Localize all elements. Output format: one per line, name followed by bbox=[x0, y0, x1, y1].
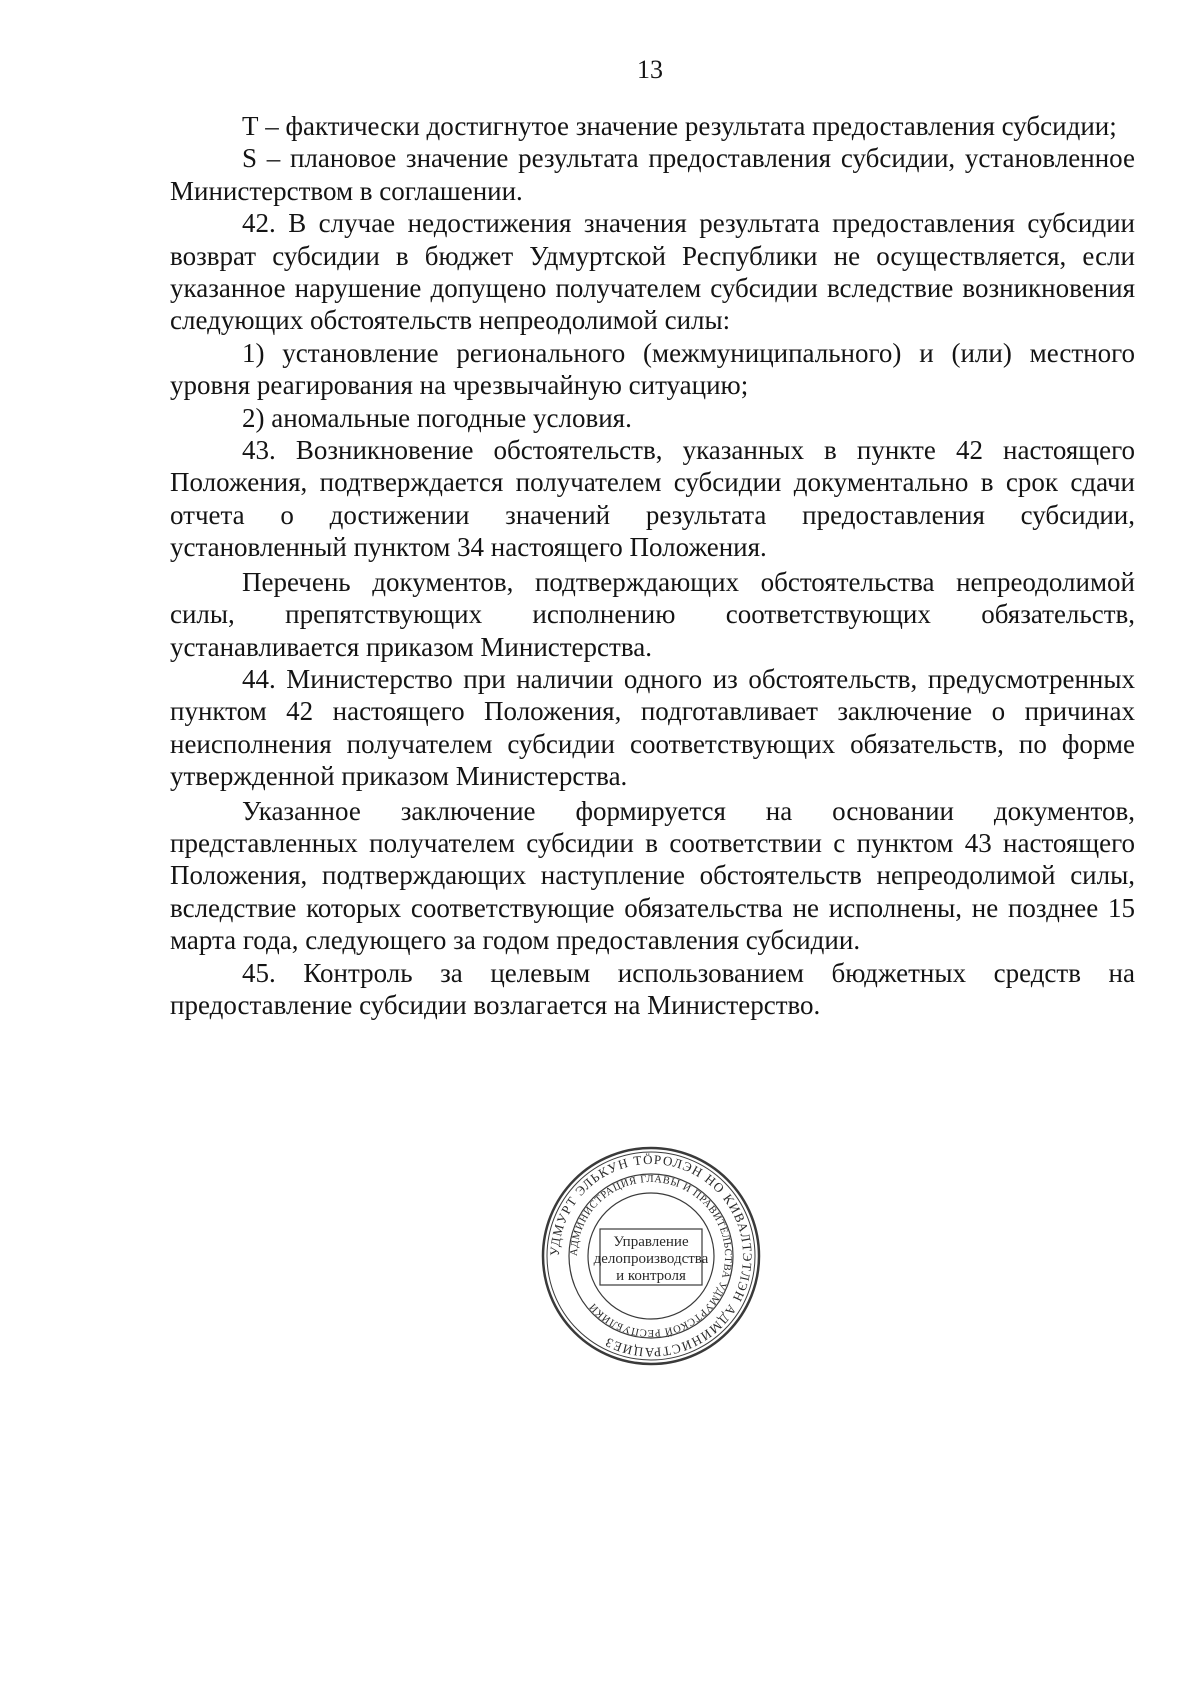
paragraph-t-definition: Т – фактически достигнутое значение результата предоставления субсидии; bbox=[242, 111, 1117, 141]
paragraph-45: 45. Контроль за целевым использованием бюджетных средств на предоставление субсидии возлагается на Министерство. bbox=[170, 957, 1135, 1020]
paragraph-42: 42. В случае недостижения значения результата предоставления субсидии возврат субсидии в бюджет Удмуртской Республики не осуществляется, если указанное нарушение допущено получателем субсидии вследствие возникновения следующих обстоятельств непреодолимой силы: bbox=[170, 208, 1135, 336]
official-seal-stamp bbox=[540, 1145, 762, 1367]
seal-center-line-2: делопроизводства bbox=[593, 1251, 709, 1267]
seal-inner-ring-text: АДМИНИСТРАЦИЯ ГЛАВЫ И ПРАВИТЕЛЬСТВА УДМУРТСКОЙ РЕСПУБЛИКИ bbox=[568, 1173, 734, 1339]
paragraph-43-documents-list: Перечень документов, подтверждающих обстоятельства непреодолимой силы, препятствующих исполнению соответствующих обязательств, устанавливается приказом Министерства. bbox=[170, 566, 1135, 662]
paragraph-42-item-2: 2) аномальные погодные условия. bbox=[242, 402, 632, 433]
paragraph-44-conclusion: Указанное заключение формируется на основании документов, представленных получателем субсидии в соответствии с пунктом 43 настоящего Положения, подтверждающих наступление обстоятельств непреодолимой силы, вследствие которых соответствующие обязательства не исполнены, не позднее 15 марта года, следующего за годом предоставления субсидии. bbox=[170, 795, 1135, 956]
document-body bbox=[170, 110, 1135, 1021]
page-number: 13 bbox=[637, 55, 663, 84]
seal-outer-ring-text: УДМУРТ ЭЛЬКУН ТӦРОЛЭН НО КИВАЛТЭТЛЭН АДМИНИСТРАЦИЕЗ bbox=[546, 1151, 756, 1361]
paragraph-44: 44. Министерство при наличии одного из обстоятельств, предусмотренных пунктом 42 настоящего Положения, подготавливает заключение о причинах неисполнения получателем субсидии соответствующих обязательств, по форме утвержденной приказом Министерства. bbox=[170, 663, 1135, 792]
paragraph-s-definition: S – плановое значение результата предоставления субсидии, установленное Министерством в соглашении. bbox=[170, 143, 1135, 206]
seal-center-line-1: Управление bbox=[613, 1234, 689, 1250]
seal-graphic bbox=[540, 1145, 762, 1367]
seal-center-line-3: и контроля bbox=[616, 1268, 686, 1284]
paragraph-42-item-1: 1) установление регионального (межмуниципального) и (или) местного уровня реагирования на чрезвычайную ситуацию; bbox=[170, 337, 1135, 401]
paragraph-43: 43. Возникновение обстоятельств, указанных в пункте 42 настоящего Положения, подтверждается получателем субсидии документально в срок сдачи отчета о достижении значений результата предоставления субсидии, установленный пунктом 34 настоящего Положения. bbox=[170, 435, 1135, 563]
